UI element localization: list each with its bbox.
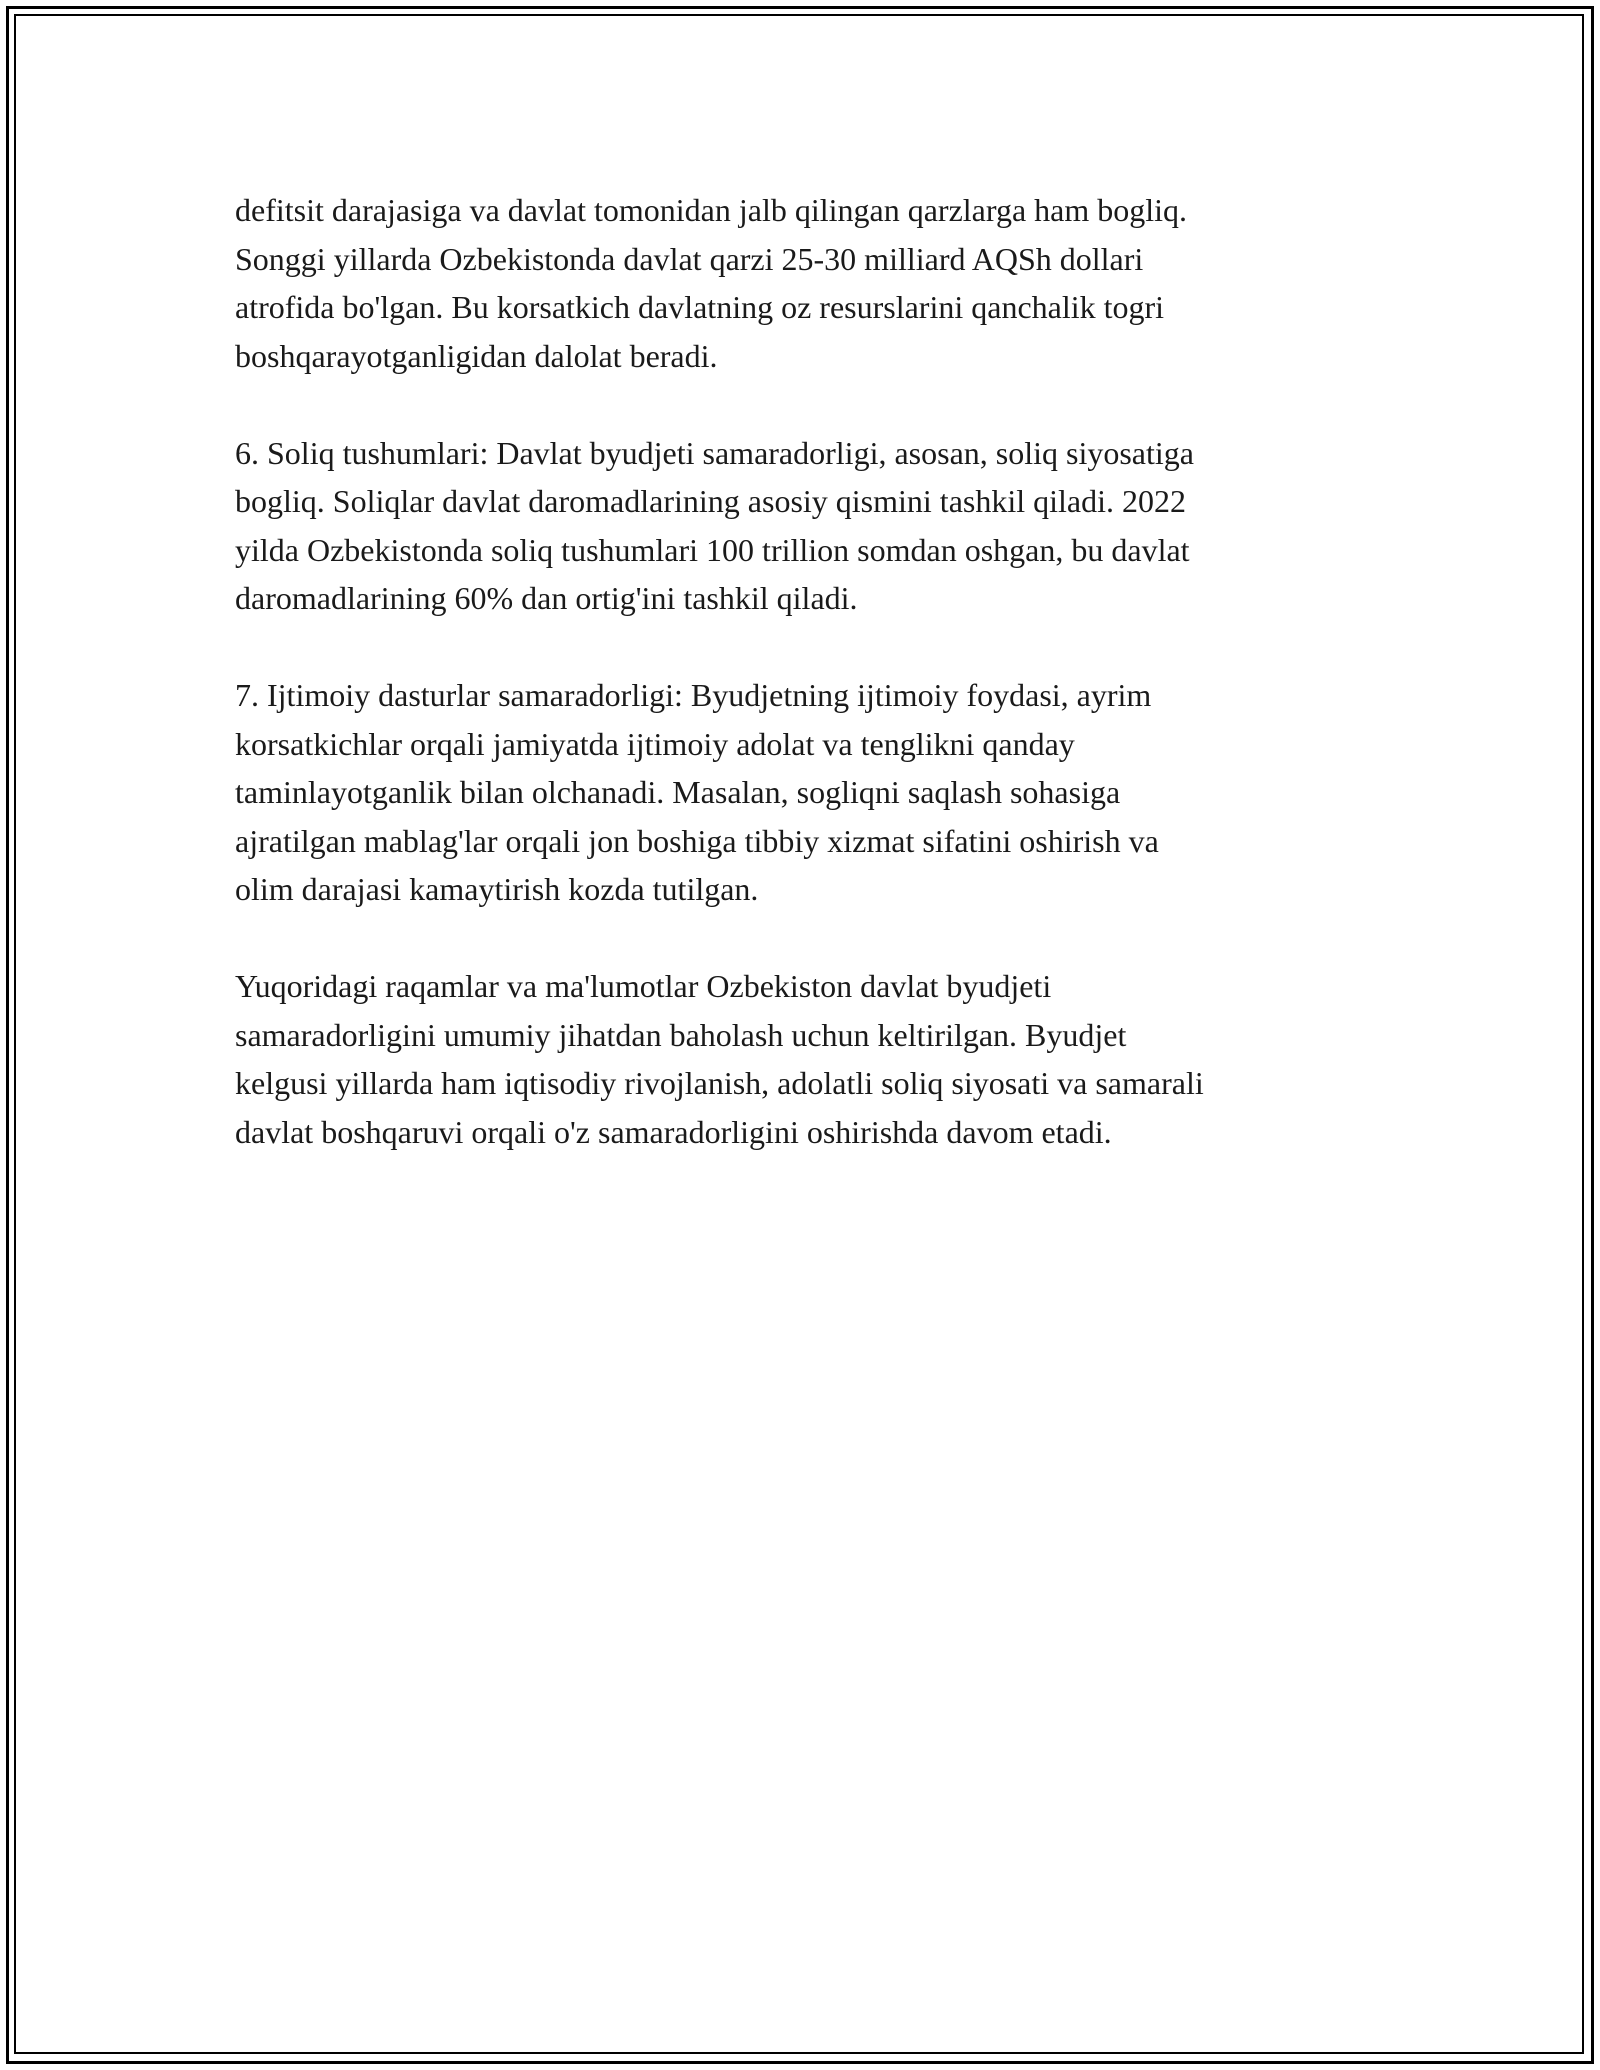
- text-line: defitsit darajasiga va davlat tomonidan jalb qilingan qarzlarga ham bogliq.: [235, 192, 1188, 228]
- text-line: atrofida bo'lgan. Bu korsatkich davlatning oz resurslarini qanchalik togri: [235, 289, 1165, 325]
- text-line: 6. Soliq tushumlari: Davlat byudjeti samaradorligi, asosan, soliq siyosatiga: [235, 434, 1194, 471]
- text-line: davlat boshqaruvi orqali o'z samaradorligini oshirishda davom etadi.: [235, 1113, 1112, 1150]
- document-body: [235, 186, 1365, 1205]
- text-line: 7. Ijtimoiy dasturlar samaradorligi: Byudjetning ijtimoiy foydasi, ayrim: [235, 677, 1152, 713]
- text-line: daromadlarining 60% dan ortig'ini tashkil qiladi.: [235, 580, 858, 616]
- text-line: korsatkichlar orqali jamiyatda ijtimoiy adolat va tenglikni qanday: [235, 725, 1075, 762]
- text-line: bogliq. Soliqlar davlat daromadlarining asosiy qismini tashkil qiladi. 2022: [235, 483, 1186, 519]
- paragraph-conclusion: [235, 962, 1365, 1156]
- text-line: yilda Ozbekistonda soliq tushumlari 100 trillion somdan oshgan, bu davlat: [235, 531, 1190, 568]
- text-line: Songgi yillarda Ozbekistonda davlat qarzi 25-30 milliard AQSh dollari: [235, 240, 1144, 277]
- paragraph-social-programs: [235, 671, 1365, 914]
- text-line: Yuqoridagi raqamlar va ma'lumotlar Ozbekiston davlat byudjeti: [235, 968, 1052, 1004]
- paragraph-tax-revenue: [235, 429, 1365, 623]
- paragraph-debt: [235, 186, 1365, 380]
- text-line: kelgusi yillarda ham iqtisodiy rivojlanish, adolatli soliq siyosati va samarali: [235, 1065, 1204, 1101]
- text-line: boshqarayotganligidan dalolat beradi.: [235, 337, 718, 374]
- text-line: ajratilgan mablag'lar orqali jon boshiga tibbiy xizmat sifatini oshirish va: [235, 822, 1159, 859]
- text-line: olim darajasi kamaytirish kozda tutilgan.: [235, 871, 759, 907]
- text-line: samaradorligini umumiy jihatdan baholash uchun keltirilgan. Byudjet: [235, 1016, 1127, 1053]
- text-line: taminlayotganlik bilan olchanadi. Masalan, sogliqni saqlash sohasiga: [235, 774, 1121, 810]
